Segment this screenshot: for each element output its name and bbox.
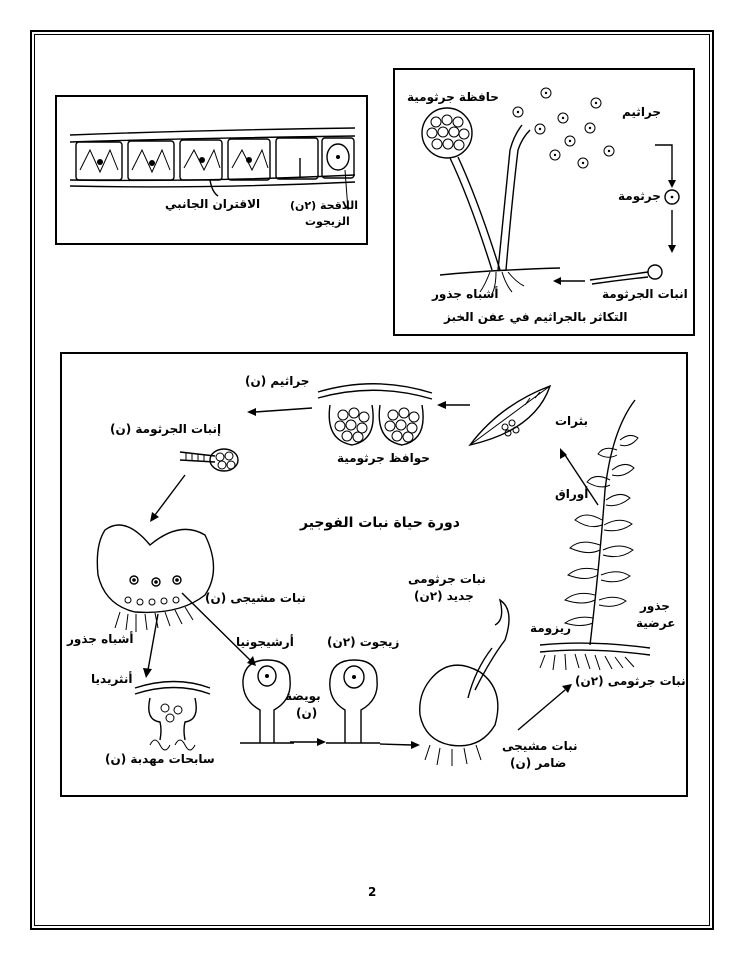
fern-withered-gametophyte-label: نبات مشيجى (502, 739, 578, 753)
fern-new-sporophyte-label: نبات جرثومى (408, 572, 486, 586)
rhizopus-caption: التكاثر بالجراثيم في عفن الخبز (444, 310, 628, 324)
fern-rhizome-label: ريزومة (530, 621, 572, 635)
fern-zygote-label: زيجوت (٢ن) (327, 635, 400, 649)
fern-sporangia-label: حوافظ جرثومية (337, 451, 430, 465)
fern-sporophyte-label: نبات جرثومى (٢ن) (575, 674, 686, 688)
spirogyra-conjugation-label: الاقتران الجانبي (165, 197, 261, 211)
fern-gametophyte-label: نبات مشيجى (ن) (205, 591, 306, 605)
fern-spores-label: جراثيم (ن) (245, 374, 310, 388)
fern-withered-gametophyte-label-2: ضامر (ن) (510, 756, 567, 770)
fern-adventitious-roots-label: جذور (640, 599, 670, 613)
fern-egg-label-2: (ن) (296, 706, 318, 720)
fern-archegonia-label: أرشيجونيا (236, 635, 294, 649)
fern-adventitious-roots-label-2: عرضية (636, 616, 676, 630)
fern-antheridia-label: أنثريديا (91, 672, 133, 686)
spirogyra-zygote-label: اللاقحة (٢ن) (290, 199, 359, 212)
page-number: 2 (368, 885, 377, 899)
fern-new-sporophyte-label-2: جديد (٢ن) (414, 589, 474, 603)
spirogyra-zygote-label-alt: الزيجوت (305, 215, 350, 228)
rhizopus-rhizoids-label: أشباه جذور (432, 287, 499, 301)
rhizopus-spores-label: جراثيم (622, 105, 662, 119)
fern-rhizoids-label: أشباه جذور (67, 632, 134, 646)
fern-sori-label: بثرات (555, 414, 589, 428)
rhizopus-spore-label: جرثومة (618, 189, 661, 203)
fern-egg-label: بويضة (285, 689, 321, 703)
rhizopus-germination-label: انبات الجرثومة (602, 287, 688, 301)
fern-spore-germination-label: إنبات الجرثومة (ن) (110, 422, 222, 436)
fern-leaves-label: أوراق (555, 487, 589, 501)
fern-cycle-title: دورة حياة نبات الفوجير (300, 515, 460, 531)
rhizopus-sporangium-label: حافظة جرثومية (407, 90, 499, 104)
fern-sperm-label: سابحات مهدبة (ن) (105, 752, 215, 766)
